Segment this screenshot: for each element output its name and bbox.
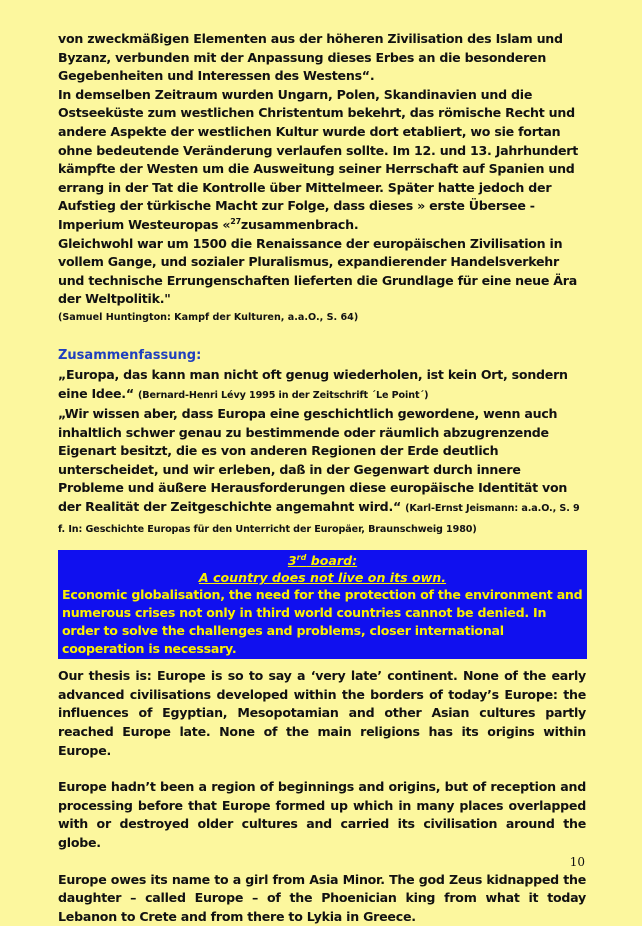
paragraph-christianization [58, 86, 586, 235]
summary-heading: Zusammenfassung: [58, 347, 202, 363]
board-box [58, 550, 587, 659]
citation-huntington: (Samuel Huntington: Kampf der Kulturen, a.a.O., S. 64) [58, 311, 359, 323]
quote-jeismann [58, 405, 586, 539]
paragraph-thesis-late-continent: Our thesis is: Europe is so to say a ‘very late’ continent. None of the early advanced civilisations developed within the borders of today’s Europe: the influences of Egyptian, Mesopotamian and other Asian cultures partly reached Europe late. None of the main religions has its origins within Europe. [58, 668, 586, 758]
board-text: Economic globalisation, the need for the protection of the environment and numerous crises not only in third world countries cannot be denied. In order to solve the challenges and problems, closer international cooperation is necessary. [62, 587, 583, 657]
paragraph-christianization-text: In demselben Zeitraum wurden Ungarn, Polen, Skandinavien und die Ostseeküste zum westlichen Christentum bekehrt, das römische Recht und andere Aspekte der westlichen Kultur wurde dort etabliert, wo sie fortan ohne bedeutende Veränderung verlaufen sollte. Im 12. und 13. Jahrhundert kämpfte der Westen um die Ausweitung seiner Herrschaft auf Spanien und errang in der Tat die Kontrolle über Mittelmeer. Später hatte jedoch der Aufstieg der türkische Macht zur Folge, dass dieses » erste Übersee - Imperium Westeuropas « [58, 86, 579, 232]
board-number-suffix: rd [296, 553, 307, 563]
paragraph-christianization-end: zusammenbrach. [240, 216, 359, 232]
quote-levy-source: (Bernard-Henri Lévy 1995 in der Zeitschrift ´Le Point´) [138, 389, 429, 401]
paragraph-thesis-reception: Europe hadn’t been a region of beginnings and origins, but of reception and processing before that Europe formed up which in many places overlapped with or destroyed older cultures and carried its civilisation around the globe. [58, 779, 586, 850]
board-title [62, 552, 583, 569]
board-subtitle: A country does not live on its own. [198, 570, 447, 586]
footnote-marker: 27 [230, 216, 241, 226]
quote-jeismann-text: „Wir wissen aber, dass Europa eine geschichtlich gewordene, wenn auch inhaltlich schwer genau zu bestimmende oder räumlich abzugrenzende Eigenart besitzt, die es von anderen Regionen der Erde deutlich unterscheidet, und wir erleben, daß in der Gegenwart durch innere Probleme und äußere Herausforderungen diese europäische Identität von der Realität der Zeitgeschichte angemahnt wird.“ [58, 406, 568, 515]
document-page [58, 30, 586, 926]
quote-levy [58, 366, 586, 405]
quote-levy-text: „Europa, das kann man nicht oft genug wiederholen, ist kein Ort, sondern eine Idee.“ [58, 366, 568, 401]
paragraph-islam-byzanz: von zweckmäßigen Elementen aus der höheren Zivilisation des Islam und Byzanz, verbunden mit der Anpassung dieses Erbes an die besonderen Gegebenheiten und Interessen des Westens“. [58, 31, 563, 84]
paragraph-thesis-name-origin: Europe owes its name to a girl from Asia Minor. The god Zeus kidnapped the daughter – called Europe – of the Phoenician king from what it today Lebanon to Crete and from there to Lykia in Greece. [58, 871, 586, 924]
page-number: 10 [569, 855, 585, 869]
quote-jeismann-source: (Karl-Ernst Jeismann: a.a.O., S. 9 f. In: Geschichte Europas für den Unterricht der Europäer, Braunschweig 1980) [58, 503, 580, 535]
board-number: 3 [287, 553, 297, 569]
board-title-label: board: [306, 553, 358, 569]
paragraph-renaissance: Gleichwohl war um 1500 die Renaissance der europäischen Zivilisation in vollem Gange, und sozialer Pluralismus, expandierender Handelsverkehr und technische Errungenschaften lieferten die Grundlage für eine neue Ära der Weltpolitik." [58, 235, 577, 307]
